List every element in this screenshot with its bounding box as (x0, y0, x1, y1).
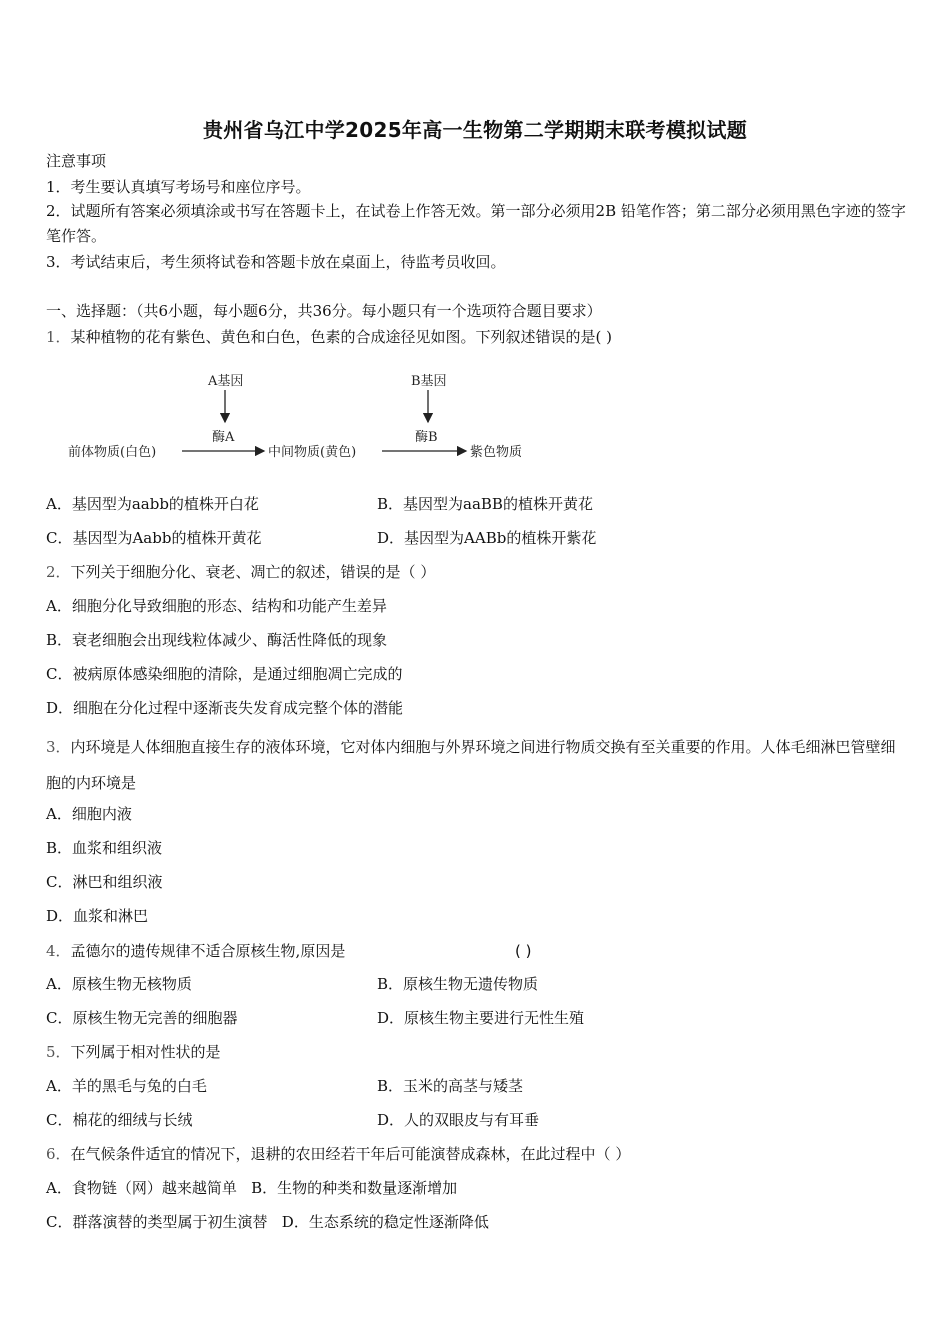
option-c: C．棉花的细绒与长绒 (46, 1111, 193, 1129)
option-a: A．原核生物无核物质 (46, 975, 192, 993)
page-title: 贵州省乌江中学2025年高一生物第二学期期末联考模拟试题 (202, 118, 748, 142)
option-d: D．原核生物主要进行无性生殖 (377, 1009, 585, 1027)
option-a: A．基因型为aabb的植株开白花 (46, 495, 259, 513)
notice-item: 1．考生要认真填写考场号和座位序号。 (46, 178, 311, 196)
question-number: 1． (46, 328, 71, 346)
option-b: B．衰老细胞会出现线粒体减少、酶活性降低的现象 (46, 631, 388, 649)
option-c: C．基因型为Aabb的植株开黄花 (46, 529, 262, 547)
question-number: 6． (46, 1145, 71, 1163)
section-heading: 一、选择题：（共6小题，每小题6分，共36分。每小题只有一个选项符合题目要求） (46, 302, 602, 320)
notice-item: 3．考试结束后，考生须将试卷和答题卡放在桌面上，待监考员收回。 (46, 253, 506, 271)
enzyme-b-label: 酶B (415, 430, 438, 445)
option-c: C．原核生物无完善的细胞器 (46, 1009, 238, 1027)
option-d: D．人的双眼皮与有耳垂 (377, 1111, 540, 1129)
option-b: B．血浆和组织液 (46, 839, 163, 857)
notice-heading: 注意事项 (46, 152, 107, 170)
gene-a-label: A基因 (208, 374, 244, 389)
notice-item: 2．试题所有答案必须填涂或书写在答题卡上，在试卷上作答无效。第一部分必须用2B 铅笔作答；第二部分必须用黑色字迹的签字笔作答。 (46, 202, 906, 245)
option-c: C．群落演替的类型属于初生演替 (46, 1213, 268, 1231)
question-1 (46, 327, 612, 347)
option-a: A．羊的黑毛与兔的白毛 (46, 1077, 207, 1095)
question-stem: 在气候条件适宜的情况下，退耕的农田经若干年后可能演替成森林，在此过程中（ ） (70, 1145, 631, 1163)
question-6 (46, 1144, 630, 1164)
gene-b-label: B基因 (411, 374, 447, 389)
option-c: C．淋巴和组织液 (46, 873, 163, 891)
question-2 (46, 562, 435, 582)
option-b: B．生物的种类和数量逐渐增加 (251, 1179, 458, 1197)
question-5 (46, 1042, 221, 1062)
question-stem: 下列属于相对性状的是 (70, 1043, 221, 1061)
option-b: B．基因型为aaBB的植株开黄花 (377, 495, 593, 513)
option-d: D．血浆和淋巴 (46, 907, 149, 925)
answer-paren: ( ) (515, 942, 532, 960)
option-d: D．细胞在分化过程中逐渐丧失发育成完整个体的潜能 (46, 699, 404, 717)
question-stem: 下列关于细胞分化、衰老、凋亡的叙述，错误的是（ ） (70, 563, 436, 581)
question-number: 4． (46, 942, 71, 960)
intermediate-label: 中间物质(黄色) (268, 445, 357, 460)
option-row (46, 1212, 489, 1232)
option-a: A．细胞内液 (46, 805, 132, 823)
option-d: D．生态系统的稳定性逐渐降低 (281, 1213, 489, 1231)
option-c: C．被病原体感染细胞的清除，是通过细胞凋亡完成的 (46, 665, 403, 683)
question-3 (46, 729, 908, 801)
option-b: B．玉米的高茎与矮茎 (377, 1077, 524, 1095)
question-stem: 某种植物的花有紫色、黄色和白色，色素的合成途径见如图。下列叙述错误的是( ) (70, 328, 613, 346)
question-number: 5． (46, 1043, 71, 1061)
question-stem: 孟德尔的遗传规律不适合原核生物,原因是 (70, 942, 346, 960)
question-stem: 内环境是人体细胞直接生存的液体环境，它对体内细胞与外界环境之间进行物质交换有至关重要的作用。人体毛细淋巴管壁细胞的内环境是 (46, 738, 896, 792)
option-row (46, 1178, 457, 1198)
question-number: 3． (46, 738, 71, 756)
option-d: D．基因型为AABb的植株开紫花 (377, 529, 597, 547)
option-b: B．原核生物无遗传物质 (377, 975, 539, 993)
purple-label: 紫色物质 (470, 445, 523, 460)
pigment-pathway-diagram (60, 366, 560, 466)
question-number: 2． (46, 563, 71, 581)
precursor-label: 前体物质(白色) (68, 445, 157, 460)
question-4 (46, 941, 345, 961)
option-a: A．食物链（网）越来越简单 (46, 1179, 237, 1197)
option-a: A．细胞分化导致细胞的形态、结构和功能产生差异 (46, 597, 387, 615)
enzyme-a-label: 酶A (212, 430, 235, 445)
